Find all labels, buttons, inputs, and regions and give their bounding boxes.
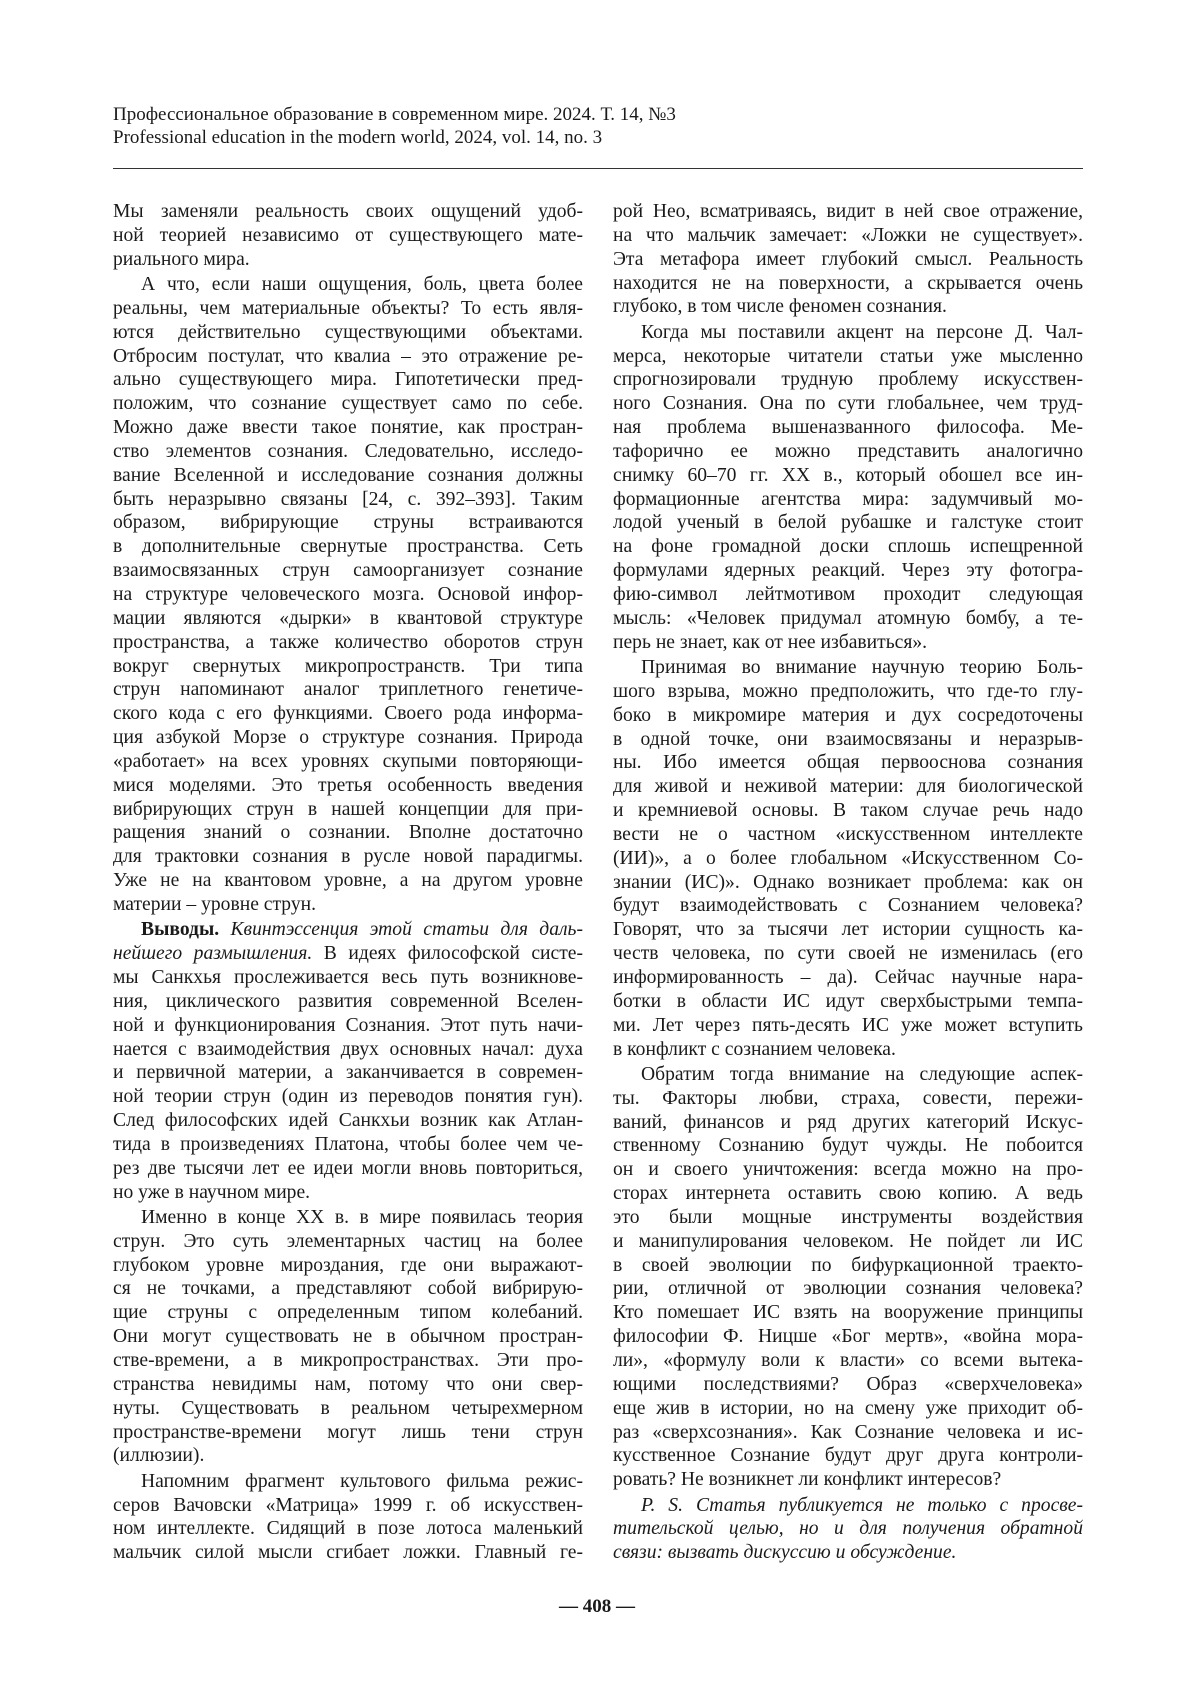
text-line: нуты. Существовать в реальном четырехмерном: [113, 1397, 583, 1421]
text-line: (иллюзии).: [113, 1444, 583, 1468]
text-line: Обратим тогда внимание на следующие аспек-: [613, 1063, 1083, 1087]
text-line: быть неразрывно связаны [24, с. 392–393]. Таким: [113, 488, 583, 512]
text-line: и манипулирования человеком. Не пойдет ли ИС: [613, 1230, 1083, 1254]
text-line: ли», «формулу воли к власти» со всеми вытека-: [613, 1349, 1083, 1373]
text-line: ны. Ибо имеется общая первооснова сознания: [613, 751, 1083, 775]
text-line: он и своего уничтожения: всегда можно на про-: [613, 1158, 1083, 1182]
text-line: это были мощные инструменты воздействия: [613, 1206, 1083, 1230]
text-line: рез две тысячи лет ее идеи могли вновь повториться,: [113, 1157, 583, 1181]
text-line: ращения знаний о сознании. Вполне достаточно: [113, 821, 583, 845]
text-line: информированность – да). Сейчас научные нара-: [613, 966, 1083, 990]
text-line: Мы заменяли реальность своих ощущений удоб-: [113, 200, 583, 224]
journal-header: [113, 103, 676, 149]
text-line: глубоко, в том числе феномен сознания.: [613, 295, 1083, 319]
paragraph: [613, 1063, 1083, 1492]
text-line: глубоком уровне мироздания, где они выражают-: [113, 1254, 583, 1278]
paragraph: [613, 656, 1083, 1061]
text-line: риального мира.: [113, 248, 583, 272]
text-line: ной теории струн (один из переводов понятия гун).: [113, 1085, 583, 1109]
text-line: снимку 60–70 гг. XX в., который обошел все ин-: [613, 464, 1083, 488]
text-line: честв человека, по сути своей не изменилась (его: [613, 942, 1083, 966]
text-line: в одной точке, они взаимосвязаны и неразрыв-: [613, 728, 1083, 752]
page-number: — 408 —: [0, 1596, 1194, 1618]
text-run: В идеях философской систе-: [312, 943, 583, 964]
text-line: формационные агентства мира: задумчивый мо-: [613, 488, 1083, 512]
italic-run: Квинтэссенция этой статьи для даль-: [231, 919, 583, 940]
paragraph: [113, 273, 583, 917]
text-line: [113, 942, 583, 966]
text-line: [113, 918, 583, 942]
text-line: Можно даже ввести такое понятие, как простран-: [113, 416, 583, 440]
text-line: Принимая во внимание научную теорию Боль-: [613, 656, 1083, 680]
text-line: раз «сверхсознания». Как Сознание человека и ис-: [613, 1421, 1083, 1445]
text-line: мысль: «Человек придумал атомную бомбу, а те-: [613, 607, 1083, 631]
text-line: для живой и неживой материи: для биологической: [613, 775, 1083, 799]
text-line: щие струны с определенным типом колебаний.: [113, 1301, 583, 1325]
text-line: мися моделями. Это третья особенность введения: [113, 774, 583, 798]
text-line: перь не знает, как от нее избавиться».: [613, 631, 1083, 655]
text-line: Когда мы поставили акцент на персоне Д. Чал-: [613, 321, 1083, 345]
text-line: ной и функционирования Сознания. Этот путь начи-: [113, 1014, 583, 1038]
text-line: ты. Факторы любви, страха, совести, пережи-: [613, 1087, 1083, 1111]
text-line: ально существующего мира. Гипотетически пред-: [113, 368, 583, 392]
text-line: вести не о частном «искусственном интеллекте: [613, 823, 1083, 847]
text-line: философии Ф. Ницше «Бог мертв», «война мора-: [613, 1325, 1083, 1349]
paragraph: [613, 321, 1083, 655]
text-line: в конфликт с сознанием человека.: [613, 1038, 1083, 1062]
text-line: и первичной материи, а заканчивается в современ-: [113, 1061, 583, 1085]
text-line: ного Сознания. Она по сути глобальнее, чем труд-: [613, 392, 1083, 416]
text-line: связи: вызвать дискуссию и обсуждение.: [613, 1541, 1083, 1565]
journal-title-en: Professional education in the modern world, 2024, vol. 14, no. 3: [113, 126, 676, 149]
text-line: ция азбукой Морзе о структуре сознания. Природа: [113, 726, 583, 750]
text-line: на что мальчик замечает: «Ложки не существует».: [613, 224, 1083, 248]
right-column: [613, 200, 1083, 1567]
text-line: ваний, финансов и ряд других категорий Искус-: [613, 1111, 1083, 1135]
text-line: струн. Это суть элементарных частиц на более: [113, 1230, 583, 1254]
text-line: ми. Лет через пять-десять ИС уже может вступить: [613, 1014, 1083, 1038]
text-line: в дополнительные свернутые пространства. Сеть: [113, 535, 583, 559]
text-line: Отбросим постулат, что квалиа – это отражение ре-: [113, 345, 583, 369]
text-line: ются действительно существующими объектами.: [113, 321, 583, 345]
text-line: ственному Сознанию будут чужды. Не побоится: [613, 1134, 1083, 1158]
text-line: странства невидимы нам, потому что они свер-: [113, 1373, 583, 1397]
text-line: струн напоминают аналог триплетного генетиче-: [113, 678, 583, 702]
text-line: мальчик силой мысли сгибает ложки. Главный ге-: [113, 1541, 583, 1565]
text-line: находится не на поверхности, а скрывается очень: [613, 272, 1083, 296]
text-line: Уже не на квантовом уровне, а на другом уровне: [113, 869, 583, 893]
text-line: ского кода с его функциями. Своего рода информа-: [113, 702, 583, 726]
text-line: рии, отличной от эволюции сознания человека?: [613, 1277, 1083, 1301]
header-divider: [113, 168, 1083, 169]
text-line: сторах интернета оставить свою копию. А ведь: [613, 1182, 1083, 1206]
text-line: ботки в области ИС идут сверхбыстрыми темпа-: [613, 990, 1083, 1014]
text-line: ровать? Не возникнет ли конфликт интересов?: [613, 1468, 1083, 1492]
text-line: лодой ученый в белой рубашке и галстуке стоит: [613, 511, 1083, 535]
text-line: ся не точками, а представляют собой вибрирую-: [113, 1277, 583, 1301]
text-line: спрогнозировали трудную проблему искусствен-: [613, 368, 1083, 392]
text-line: вокруг свернутых микропространств. Три типа: [113, 655, 583, 679]
text-line: мы Санкхья прослеживается весь путь возникнове-: [113, 966, 583, 990]
text-line: Напомним фрагмент культового фильма режис-: [113, 1470, 583, 1494]
text-line: ном интеллекте. Сидящий в позе лотоса маленький: [113, 1517, 583, 1541]
text-line: тафорично ее можно представить аналогично: [613, 440, 1083, 464]
text-line: но уже в научном мире.: [113, 1181, 583, 1205]
text-line: стве-времени, а в микропространствах. Эти про-: [113, 1349, 583, 1373]
text-line: ния, циклического развития современной Вселен-: [113, 990, 583, 1014]
italic-run: нейшего размышления.: [113, 943, 312, 964]
text-line: Эта метафора имеет глубокий смысл. Реальность: [613, 248, 1083, 272]
text-line: формулами ядерных реакций. Через эту фотогра-: [613, 559, 1083, 583]
text-line: на структуре человеческого мозга. Основой инфор-: [113, 583, 583, 607]
text-line: образом, вибрирующие струны встраиваются: [113, 511, 583, 535]
text-line: ная проблема вышеназванного философа. Ме-: [613, 416, 1083, 440]
text-line: еще жив в истории, но на смену уже приходит об-: [613, 1397, 1083, 1421]
text-line: материи – уровне струн.: [113, 893, 583, 917]
text-line: вибрирующих струн в нашей концепции для при-: [113, 798, 583, 822]
text-line: ющими последствиями? Образ «сверхчеловека»: [613, 1373, 1083, 1397]
text-line: «работает» на всех уровнях скупыми повторяющи-: [113, 750, 583, 774]
text-line: тида в произведениях Платона, чтобы более чем че-: [113, 1133, 583, 1157]
text-line: положим, что сознание существует само по себе.: [113, 392, 583, 416]
text-line: кусственное Сознание будут друг друга контроли-: [613, 1444, 1083, 1468]
text-line: для трактовки сознания в русле новой парадигмы.: [113, 845, 583, 869]
text-line: знании (ИС)». Однако возникает проблема: как он: [613, 871, 1083, 895]
text-line: взаимосвязанных струн самоорганизует сознание: [113, 559, 583, 583]
paragraph: [113, 1470, 583, 1565]
text-line: в своей эволюции по бифуркационной траекто-: [613, 1254, 1083, 1278]
text-line: А что, если наши ощущения, боль, цвета более: [113, 273, 583, 297]
text-line: ство элементов сознания. Следовательно, исследо-: [113, 440, 583, 464]
text-line: След философских идей Санкхьи возник как Атлан-: [113, 1109, 583, 1133]
text-line: (ИИ)», а о более глобальном «Искусственном Со-: [613, 847, 1083, 871]
text-line: и кремниевой основы. В таком случае речь надо: [613, 799, 1083, 823]
journal-title-ru: Профессиональное образование в современном мире. 2024. Т. 14, №3: [113, 103, 676, 126]
paragraph: [113, 200, 583, 272]
left-column: [113, 200, 583, 1567]
text-line: пространства, а также количество оборотов струн: [113, 631, 583, 655]
text-line: серов Вачовски «Матрица» 1999 г. об искусствен-: [113, 1494, 583, 1518]
text-line: Они могут существовать не в обычном простран-: [113, 1325, 583, 1349]
text-line: P. S. Статья публикуется не только с просве-: [613, 1494, 1083, 1518]
text-line: Именно в конце XX в. в мире появилась теория: [113, 1206, 583, 1230]
text-line: ной теорией независимо от существующего мате-: [113, 224, 583, 248]
text-line: пространстве-времени могут лишь тени струн: [113, 1421, 583, 1445]
bold-run: Выводы.: [141, 919, 231, 940]
text-line: мерса, некоторые читатели статьи уже мысленно: [613, 345, 1083, 369]
paragraph: [113, 918, 583, 1204]
paragraph: [613, 1494, 1083, 1566]
paragraph: [113, 1206, 583, 1468]
text-line: Кто помешает ИС взять на вооружение принципы: [613, 1301, 1083, 1325]
text-line: тительской целью, но и для получения обратной: [613, 1517, 1083, 1541]
paragraph: [613, 200, 1083, 319]
text-line: будут взаимодействовать с Сознанием человека?: [613, 894, 1083, 918]
text-line: реальны, чем материальные объекты? То есть явля-: [113, 297, 583, 321]
text-line: мации являются «дырки» в квантовой структуре: [113, 607, 583, 631]
text-line: нается с взаимодействия двух основных начал: духа: [113, 1038, 583, 1062]
text-line: вание Вселенной и исследование сознания должны: [113, 464, 583, 488]
text-line: боко в микромире материя и дух сосредоточены: [613, 704, 1083, 728]
text-line: Говорят, что за тысячи лет истории сущность ка-: [613, 918, 1083, 942]
text-line: фию-символ лейтмотивом проходит следующая: [613, 583, 1083, 607]
text-line: шого взрыва, можно предположить, что где-то глу-: [613, 680, 1083, 704]
text-line: на фоне громадной доски сплошь испещренной: [613, 535, 1083, 559]
text-line: рой Нео, всматриваясь, видит в ней свое отражение,: [613, 200, 1083, 224]
